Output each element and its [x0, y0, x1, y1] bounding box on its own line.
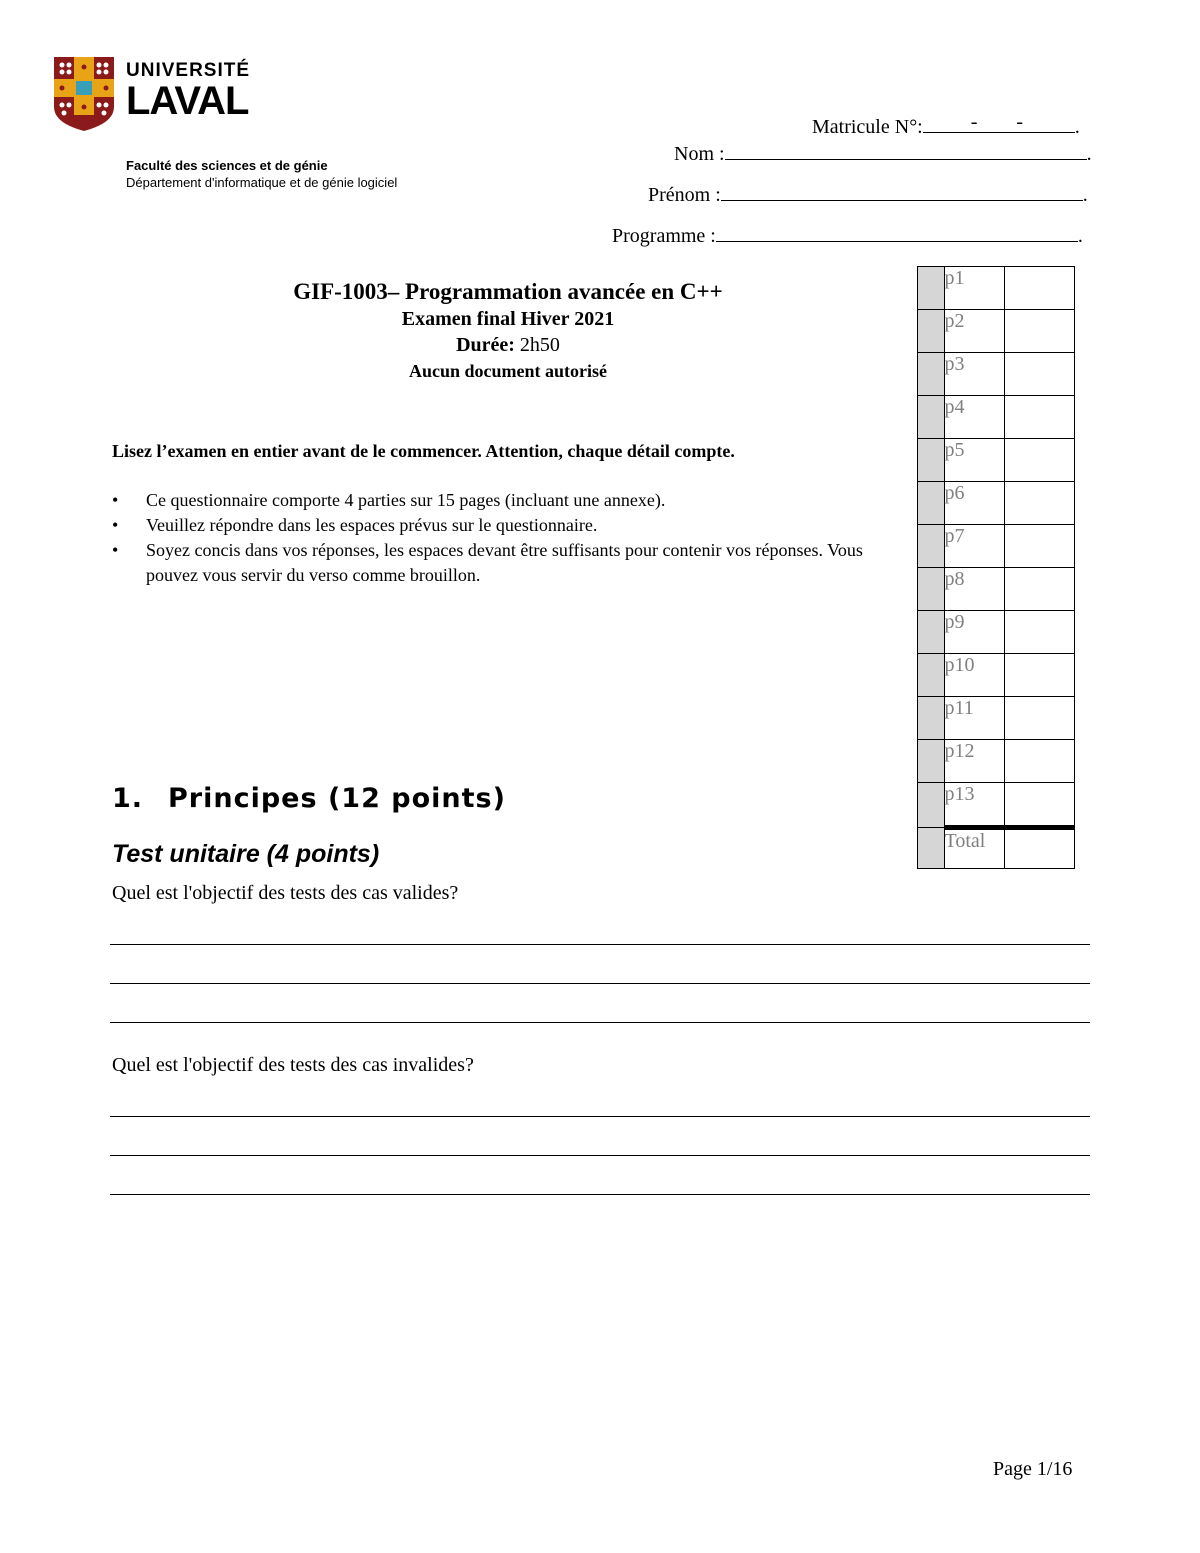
- nom-field: [674, 141, 1092, 166]
- score-cell[interactable]: [1005, 611, 1075, 654]
- score-row-margin: [918, 611, 945, 654]
- section-number: 1.: [112, 783, 144, 814]
- score-row-label: p3: [944, 353, 1005, 396]
- score-row-label: p13: [944, 783, 1005, 828]
- programme-input-line[interactable]: [716, 223, 1078, 242]
- matricule-label: Matricule N°:: [812, 116, 923, 138]
- score-total-row: [918, 828, 1075, 869]
- score-total-label: Total: [944, 828, 1005, 869]
- score-row: [918, 611, 1075, 654]
- prenom-end-mark: .: [1082, 184, 1088, 206]
- faculty-name: Faculté des sciences et de génie: [126, 158, 328, 173]
- score-cell[interactable]: [1005, 654, 1075, 697]
- score-row-label: p9: [944, 611, 1005, 654]
- instruction-item: [112, 513, 892, 538]
- score-row-label: p6: [944, 482, 1005, 525]
- programme-field: [612, 223, 1083, 248]
- instruction-item: [112, 538, 892, 588]
- section-title: Principes (12 points): [168, 783, 506, 814]
- score-row: [918, 439, 1075, 482]
- department-name: Département d'informatique et de génie logiciel: [126, 175, 398, 190]
- score-row: [918, 396, 1075, 439]
- answer-line[interactable]: [110, 1155, 1090, 1156]
- instruction-text: Ce questionnaire comporte 4 parties sur 15 pages (incluant une annexe).: [146, 490, 666, 510]
- matricule-end-mark: .: [1074, 116, 1080, 138]
- score-cell[interactable]: [1005, 568, 1075, 611]
- score-row-margin: [918, 525, 945, 568]
- crest-icon: [52, 55, 116, 133]
- university-name-line1: UNIVERSITÉ: [126, 60, 251, 81]
- score-row-label: p8: [944, 568, 1005, 611]
- score-row-label: p11: [944, 697, 1005, 740]
- subsection-heading: Test unitaire (4 points): [112, 840, 380, 868]
- score-row-label: p7: [944, 525, 1005, 568]
- faculty-info: [126, 157, 397, 191]
- programme-label: Programme :: [612, 225, 716, 247]
- instruction-list: [112, 488, 892, 588]
- documents-rule: Aucun document autorisé: [408, 361, 607, 381]
- score-row-margin: [918, 482, 945, 525]
- score-row-margin: [918, 267, 945, 310]
- score-row: [918, 482, 1075, 525]
- instruction-text: Soyez concis dans vos réponses, les espaces devant être suffisants pour contenir vos réponses. Vous pouvez vous servir du verso comme brouillon.: [146, 540, 863, 585]
- score-row-label: p4: [944, 396, 1005, 439]
- question-valid-cases: Quel est l'objectif des tests des cas valides?: [112, 882, 459, 904]
- nom-input-line[interactable]: [725, 141, 1087, 160]
- score-row-label: p12: [944, 740, 1005, 783]
- score-row-label: p2: [944, 310, 1005, 353]
- score-row-label: p1: [944, 267, 1005, 310]
- exam-name: Examen final Hiver 2021: [401, 308, 615, 330]
- prenom-label: Prénom :: [648, 184, 721, 206]
- university-logo: [52, 55, 407, 195]
- exam-title-block: [112, 278, 904, 384]
- main-instruction: Lisez l’examen en entier avant de le commencer. Attention, chaque détail compte.: [112, 441, 735, 461]
- answer-line[interactable]: [110, 1116, 1090, 1117]
- prenom-field: [648, 182, 1088, 207]
- score-row-margin: [918, 439, 945, 482]
- score-row-label: p5: [944, 439, 1005, 482]
- instruction-item: [112, 488, 892, 513]
- score-row-margin: [918, 654, 945, 697]
- matricule-format: - -: [970, 111, 1024, 133]
- answer-line[interactable]: [110, 1022, 1090, 1023]
- score-cell[interactable]: [1005, 267, 1075, 310]
- nom-end-mark: .: [1086, 143, 1092, 165]
- answer-line[interactable]: [110, 983, 1090, 984]
- prenom-input-line[interactable]: [721, 182, 1083, 201]
- score-row: [918, 525, 1075, 568]
- score-row-margin: [918, 783, 945, 828]
- score-row-label: p10: [944, 654, 1005, 697]
- score-cell[interactable]: [1005, 439, 1075, 482]
- duration-value: 2h50: [519, 334, 560, 356]
- score-row-margin: [918, 396, 945, 439]
- score-cell[interactable]: [1005, 697, 1075, 740]
- bullet-icon: •: [112, 515, 119, 535]
- matricule-input-line[interactable]: [923, 111, 1075, 133]
- score-row: [918, 568, 1075, 611]
- score-cell[interactable]: [1005, 482, 1075, 525]
- score-row-margin: [918, 353, 945, 396]
- university-name-line2: LAVAL: [126, 79, 249, 123]
- duration-label: Durée:: [456, 334, 515, 356]
- instruction-text: Veuillez répondre dans les espaces prévus sur le questionnaire.: [146, 515, 598, 535]
- bullet-icon: •: [112, 540, 119, 560]
- programme-end-mark: .: [1077, 225, 1083, 247]
- score-row: [918, 267, 1075, 310]
- page-number: Page 1/16: [993, 1458, 1073, 1480]
- score-row: [918, 783, 1075, 828]
- matricule-field: [812, 111, 1080, 139]
- score-row: [918, 353, 1075, 396]
- score-cell[interactable]: [1005, 396, 1075, 439]
- score-table: [917, 266, 1075, 869]
- university-name: [126, 61, 250, 121]
- score-cell[interactable]: [1005, 310, 1075, 353]
- score-row: [918, 654, 1075, 697]
- score-row: [918, 310, 1075, 353]
- course-title: GIF-1003– Programmation avancée en C++: [293, 279, 723, 304]
- bullet-icon: •: [112, 490, 119, 510]
- score-total-cell[interactable]: [1005, 828, 1075, 869]
- score-row: [918, 697, 1075, 740]
- score-row-margin: [918, 568, 945, 611]
- score-row-margin: [918, 697, 945, 740]
- score-cell[interactable]: [1005, 525, 1075, 568]
- section-heading: [112, 783, 506, 814]
- exam-duration: [112, 332, 904, 358]
- score-cell[interactable]: [1005, 740, 1075, 783]
- answer-line[interactable]: [110, 944, 1090, 945]
- score-row-margin: [918, 740, 945, 783]
- score-cell[interactable]: [1005, 783, 1075, 828]
- score-cell[interactable]: [1005, 353, 1075, 396]
- question-invalid-cases: Quel est l'objectif des tests des cas invalides?: [112, 1054, 474, 1076]
- answer-line[interactable]: [110, 1194, 1090, 1195]
- score-row: [918, 740, 1075, 783]
- score-row-margin: [918, 828, 945, 869]
- nom-label: Nom :: [674, 143, 725, 165]
- score-row-margin: [918, 310, 945, 353]
